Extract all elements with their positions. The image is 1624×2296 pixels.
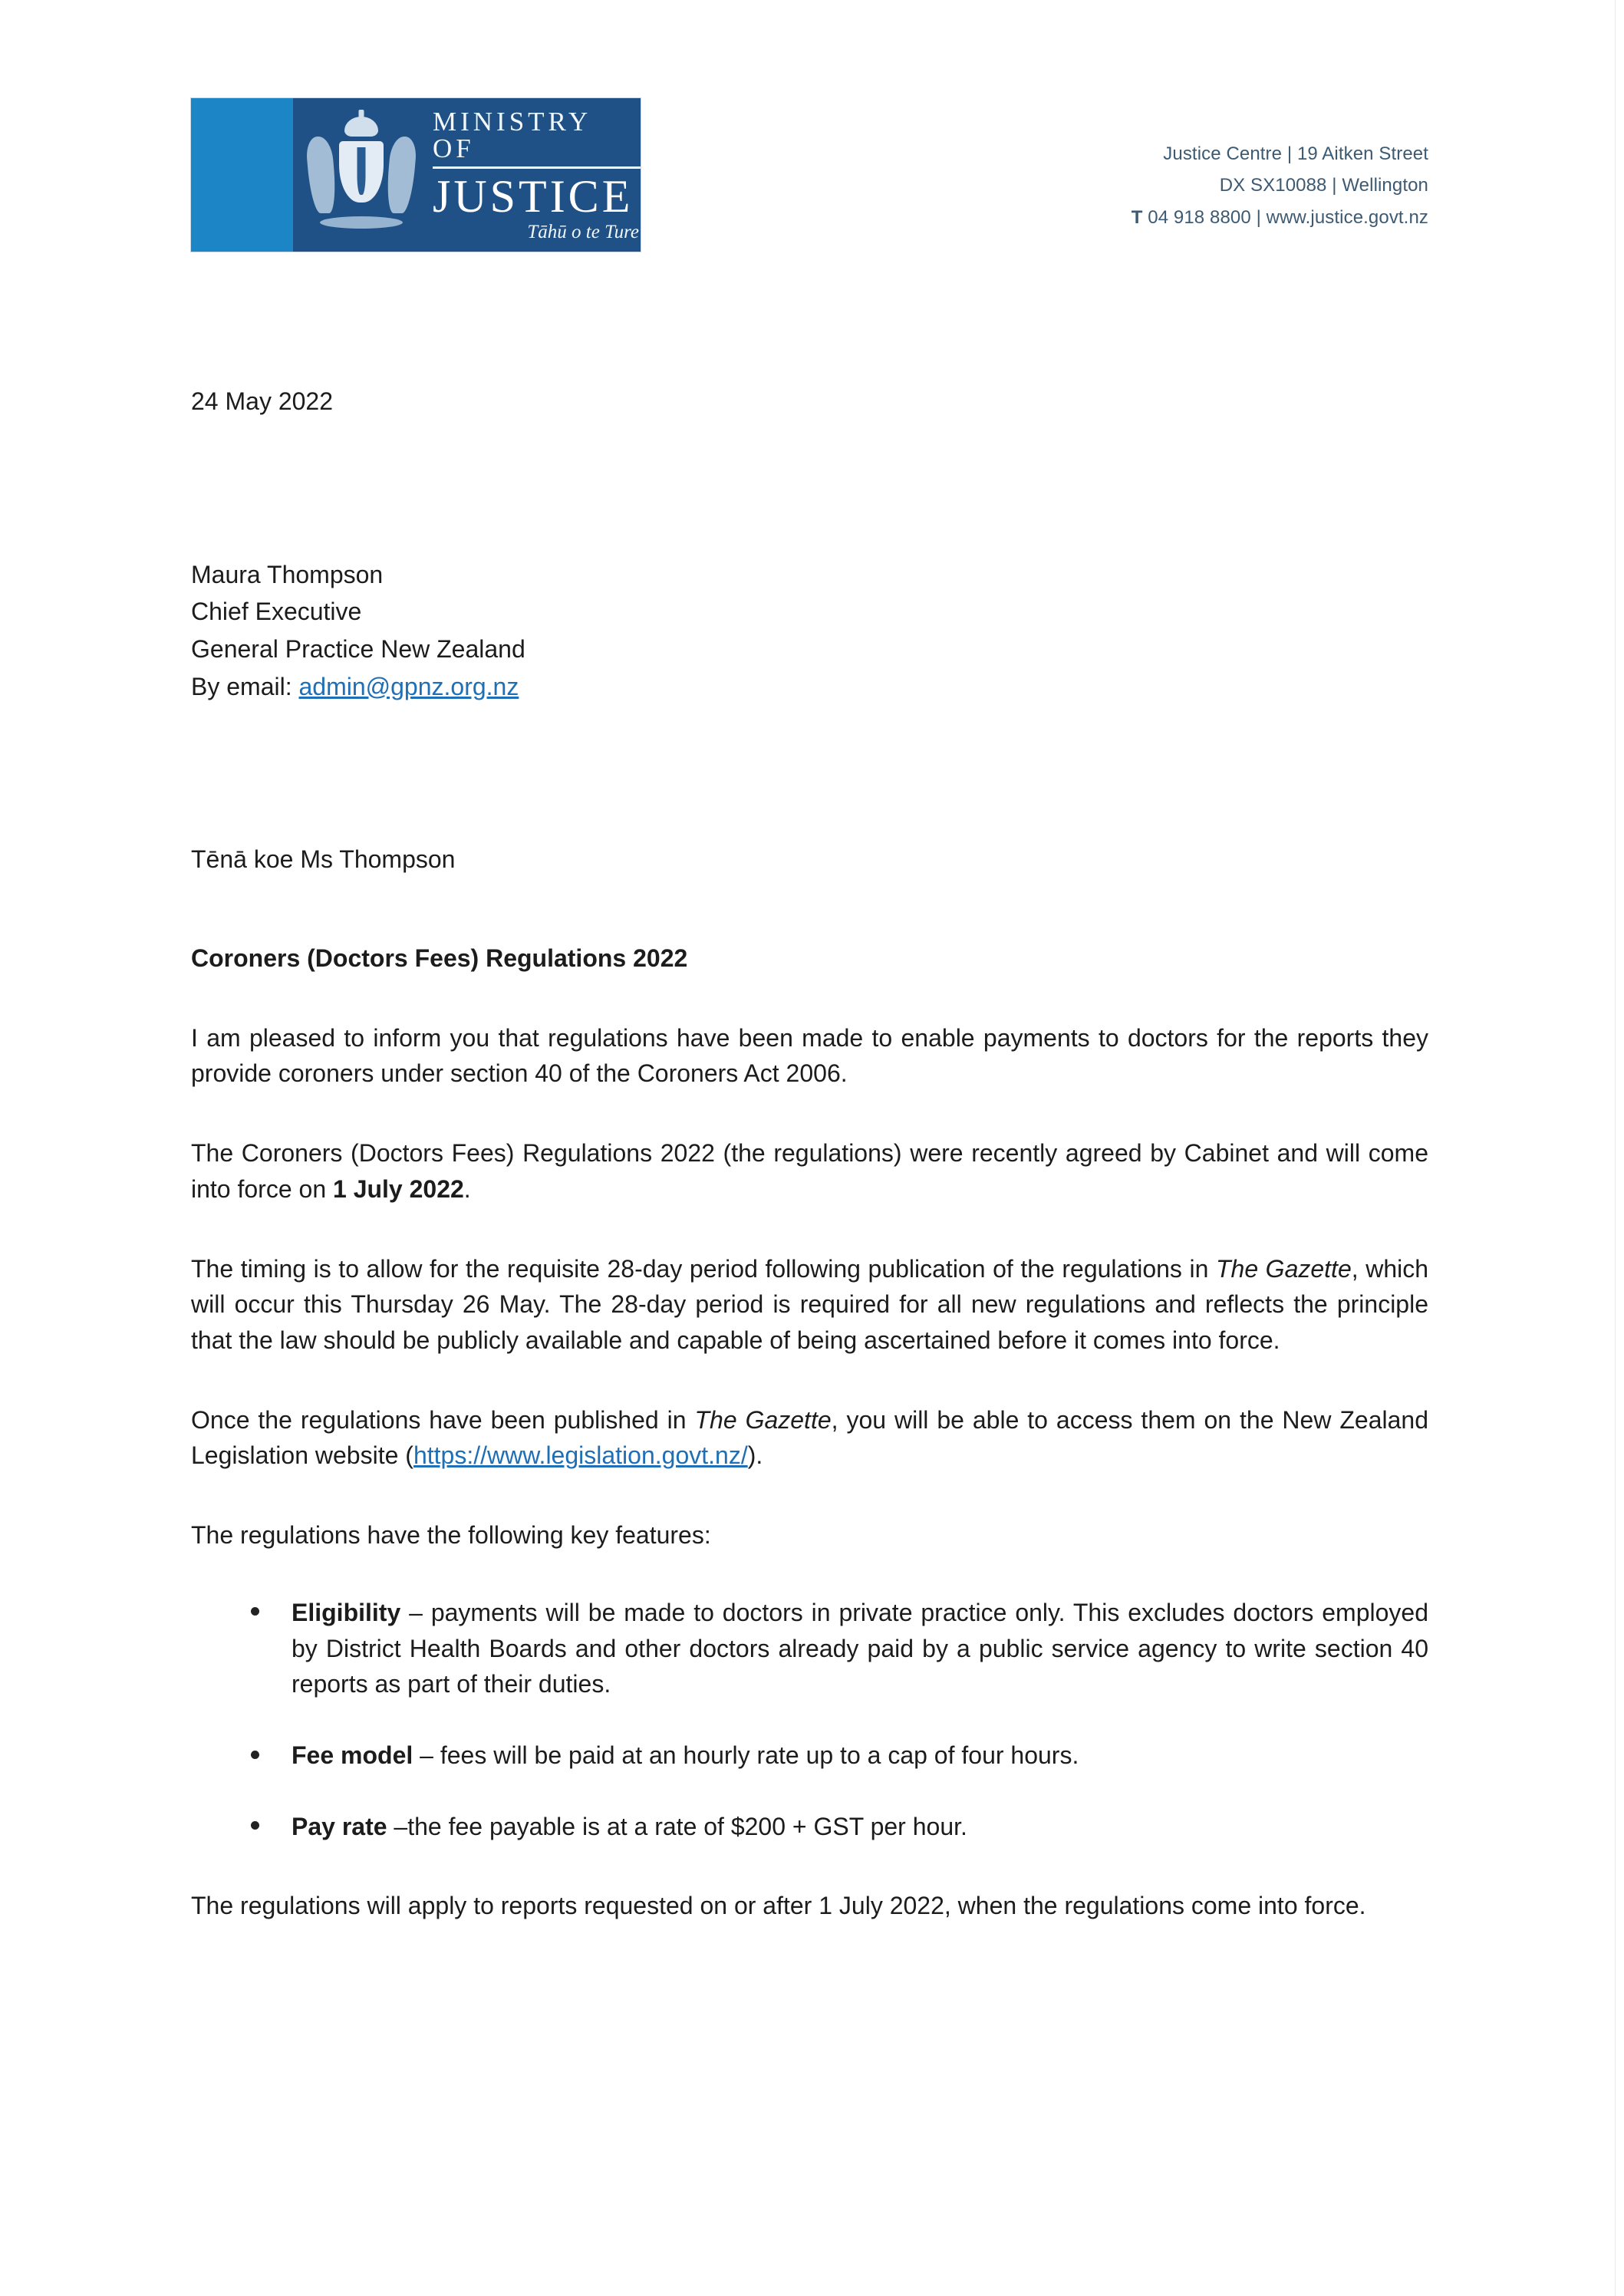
letter-date: 24 May 2022 <box>191 387 334 415</box>
logo-maori-text: Tāhū o te Ture <box>527 222 639 242</box>
feature-term: Fee model <box>292 1741 413 1769</box>
bullet-icon <box>251 1821 259 1830</box>
scan-edge-artifact <box>1615 0 1616 2296</box>
contact-address-line: Justice Centre | 19 Aitken Street <box>1163 143 1428 164</box>
letterhead-logo <box>191 98 641 252</box>
recipient-email-line <box>191 668 1428 706</box>
contact-phone-web-line <box>1132 202 1428 233</box>
letterhead-contact-details <box>1132 138 1428 233</box>
coat-of-arms-base <box>320 216 403 229</box>
logo-divider-rule <box>433 166 641 169</box>
paragraph-4-text-after: ). <box>747 1441 763 1470</box>
list-item <box>251 1738 1428 1774</box>
gazette-title-2: The Gazette <box>694 1405 832 1434</box>
recipient-name: Maura Thompson <box>191 560 384 588</box>
legislation-website-link[interactable]: https://www.legislation.govt.nz/ <box>413 1441 748 1470</box>
letter-body <box>191 384 1428 1924</box>
gazette-title-1: The Gazette <box>1215 1254 1352 1283</box>
paragraph-4-text-mid: , you will be able to access them on the New Zealand Legislation website ( <box>191 1405 1429 1470</box>
logo-banner <box>191 98 641 252</box>
recipient-email-link[interactable]: admin@gpnz.org.nz <box>298 672 519 700</box>
paragraph-4-text-before: Once the regulations have been published in <box>191 1405 695 1434</box>
contact-phone-web-value: 04 918 8800 | www.justice.govt.nz <box>1148 206 1428 228</box>
paragraph-3-text-before: The timing is to allow for the requisite 28-day period following publication of the regulations in <box>191 1254 1216 1283</box>
logo-wordmark <box>433 108 641 242</box>
bullet-icon <box>251 1751 259 1759</box>
paragraph-2-text-before: The Coroners (Doctors Fees) Regulations 2022 (the regulations) were recently agreed by Cabinet and will come into force on <box>191 1139 1428 1203</box>
logo-content <box>293 98 641 252</box>
recipient-block <box>191 556 1428 706</box>
paragraph-2-text-after: . <box>463 1174 471 1203</box>
nz-coat-of-arms-icon <box>304 110 419 239</box>
subject-heading: Coroners (Doctors Fees) Regulations 2022 <box>191 944 688 972</box>
paragraph-2 <box>191 1092 1428 1207</box>
paragraph-3 <box>191 1207 1428 1359</box>
feature-description: – payments will be made to doctors in private practice only. This excludes doctors employed by District Health Boards and other doctors already paid by a public service agency to write section 40 reports as part of their duties. <box>292 1598 1428 1698</box>
paragraph-4 <box>191 1359 1428 1474</box>
feature-term: Pay rate <box>292 1812 387 1840</box>
feature-description: – fees will be paid at an hourly rate up to a cap of four hours. <box>413 1741 1079 1769</box>
paragraph-1: I am pleased to inform you that regulations have been made to enable payments to doctors for the reports they provide coroners under section 40 of the Coroners Act 2006. <box>191 1023 1428 1088</box>
contact-dx-line: DX SX10088 | Wellington <box>1219 175 1428 196</box>
coat-of-arms-supporter-right <box>385 137 418 213</box>
feature-description: –the fee payable is at a rate of $200 + GST per hour. <box>387 1812 967 1840</box>
list-item <box>251 1595 1428 1702</box>
coat-of-arms-shield <box>339 141 384 203</box>
logo-accent-strip <box>191 98 293 252</box>
paragraph-closing: The regulations will apply to reports requested on or after 1 July 2022, when the regulations come into force. <box>191 1892 1366 1920</box>
coat-of-arms-crown <box>344 117 378 137</box>
commencement-date: 1 July 2022 <box>333 1174 464 1203</box>
feature-term: Eligibility <box>292 1598 401 1626</box>
logo-justice-text: JUSTICE <box>433 171 634 222</box>
recipient-title: Chief Executive <box>191 598 362 626</box>
key-features-intro: The regulations have the following key features: <box>191 1521 711 1550</box>
key-features-list <box>191 1553 1428 1845</box>
recipient-email-label: By email: <box>191 672 299 700</box>
logo-ministry-text: MINISTRY OF <box>433 107 591 163</box>
salutation: Tēnā koe Ms Thompson <box>191 845 456 874</box>
coat-of-arms-supporter-left <box>305 137 338 213</box>
paragraph-3-text-after: , which will occur this Thursday 26 May. The 28-day period is required for all new regulations and reflects the principle that the law should be publicly available and capable of being ascertained before it comes into force. <box>191 1254 1429 1354</box>
recipient-organisation: General Practice New Zealand <box>191 634 525 663</box>
bullet-icon <box>251 1607 259 1616</box>
list-item <box>251 1809 1428 1845</box>
contact-phone-prefix: T <box>1131 206 1143 228</box>
